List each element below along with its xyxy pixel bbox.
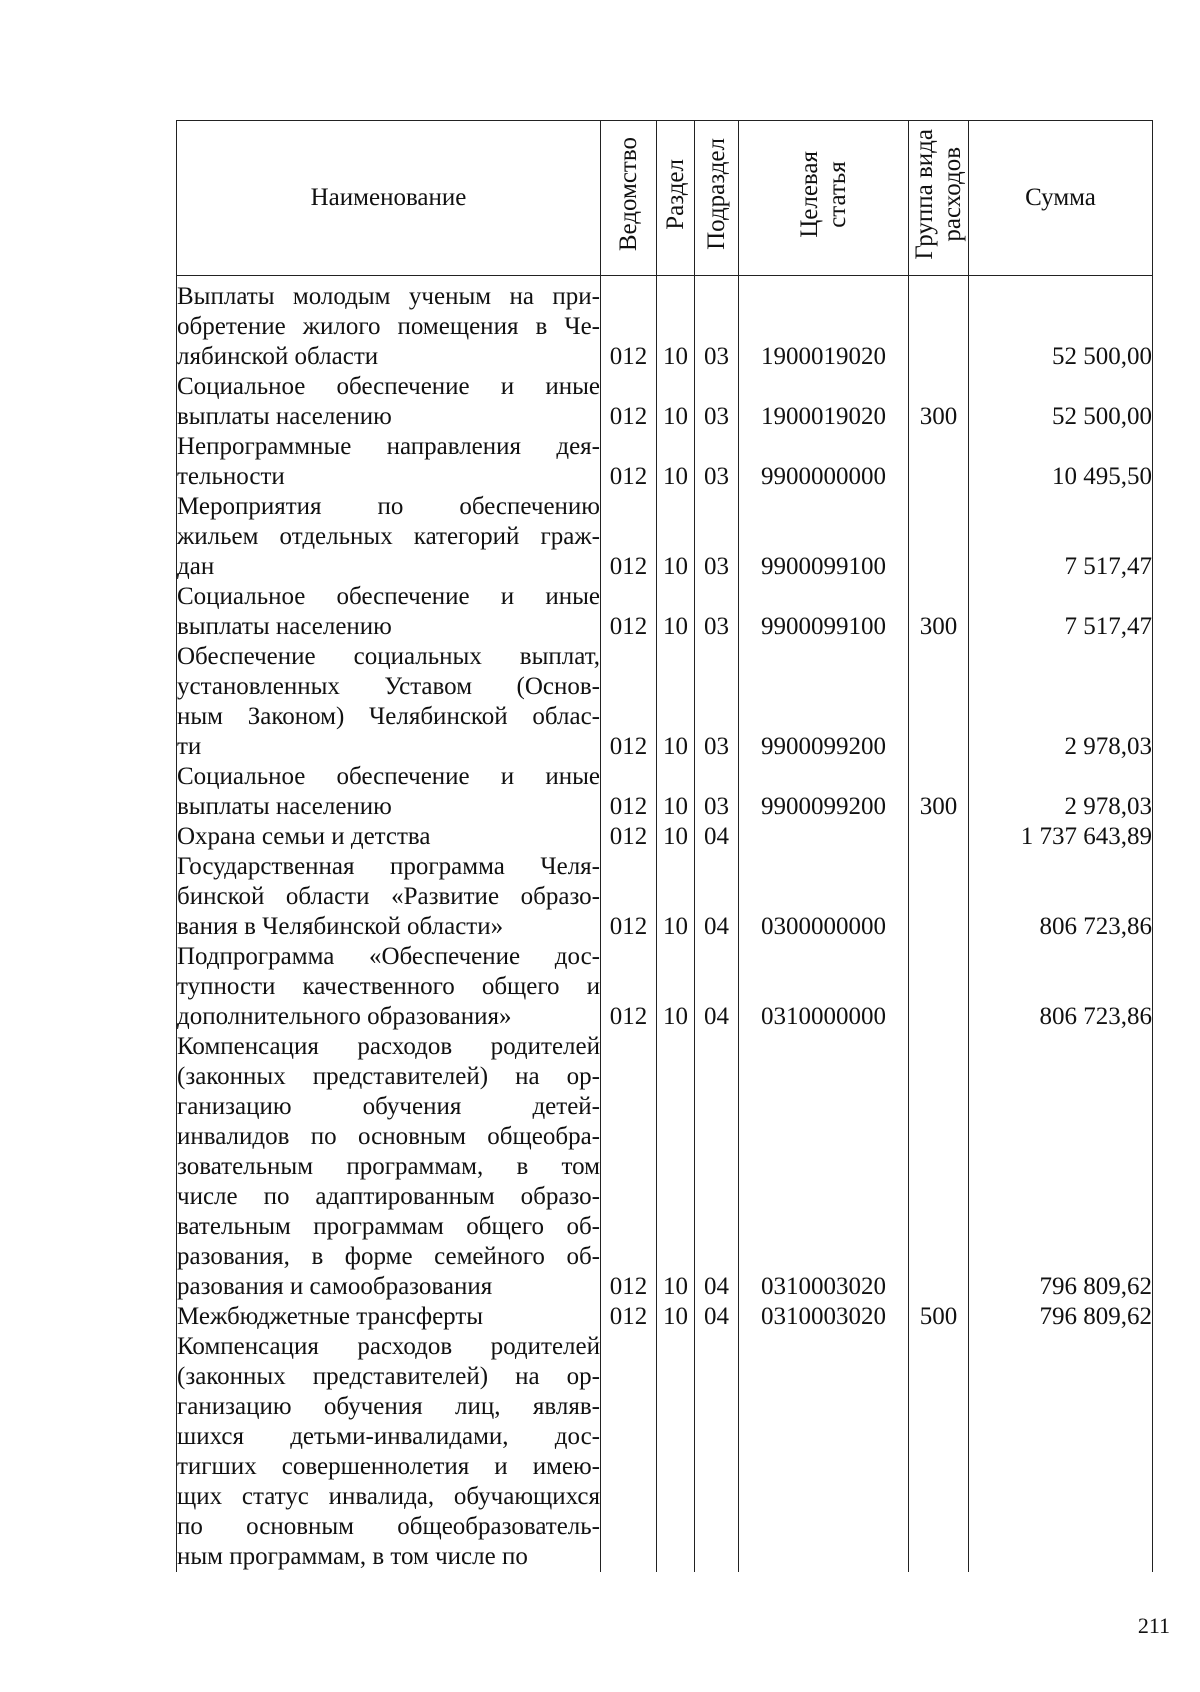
- name-line: инвалидов по основным общеобра-: [177, 1123, 600, 1150]
- name-line: тупности качественного общего и: [177, 973, 600, 1000]
- cell-target: [739, 1332, 909, 1572]
- cell-dept: 012: [601, 822, 657, 852]
- cell-subsection: 04: [695, 942, 739, 1032]
- name-line: ганизацию обучения лиц, являв-: [177, 1393, 600, 1420]
- cell-sum: 796 809,62: [969, 1302, 1153, 1332]
- table-row: [177, 276, 1153, 373]
- cell-name: [177, 276, 601, 373]
- name-line: Государственная программа Челя-: [177, 853, 600, 880]
- cell-subsection: 03: [695, 276, 739, 373]
- cell-target: 9900099200: [739, 642, 909, 762]
- name-line: Подпрограмма «Обеспечение дос-: [177, 943, 600, 970]
- cell-subsection: 03: [695, 762, 739, 822]
- name-line: Межбюджетные трансферты: [177, 1303, 484, 1330]
- cell-group: [909, 276, 969, 373]
- name-line: бинской области «Развитие образо-: [177, 883, 600, 910]
- cell-name: [177, 372, 601, 432]
- name-line: обретение жилого помещения в Че-: [177, 313, 600, 340]
- cell-dept: 012: [601, 942, 657, 1032]
- name-line: зовательным программам, в том: [177, 1153, 600, 1180]
- name-line: ным программам, в том числе по: [177, 1543, 528, 1570]
- name-line: вания в Челябинской области»: [177, 913, 504, 940]
- name-line: шихся детьми-инвалидами, дос-: [177, 1423, 600, 1450]
- cell-name: [177, 492, 601, 582]
- cell-group: [909, 942, 969, 1032]
- cell-sum: 2 978,03: [969, 642, 1153, 762]
- cell-section: [657, 1332, 695, 1572]
- cell-group: 300: [909, 372, 969, 432]
- name-line: Социальное обеспечение и иные: [177, 763, 600, 790]
- table-row: [177, 852, 1153, 942]
- name-line: тигших совершеннолетия и имею-: [177, 1453, 600, 1480]
- cell-name: [177, 822, 601, 852]
- name-line: дан: [177, 553, 215, 580]
- name-line: Социальное обеспечение и иные: [177, 583, 600, 610]
- cell-group: 500: [909, 1302, 969, 1332]
- cell-sum: 10 495,50: [969, 432, 1153, 492]
- name-line: жильем отдельных категорий граж-: [177, 523, 600, 550]
- cell-group: [909, 852, 969, 942]
- cell-sum: 7 517,47: [969, 582, 1153, 642]
- table-row: [177, 1032, 1153, 1302]
- table-row: [177, 432, 1153, 492]
- header-subsection: Подраздел: [695, 121, 739, 276]
- cell-name: [177, 432, 601, 492]
- cell-target: 0310000000: [739, 942, 909, 1032]
- cell-dept: 012: [601, 276, 657, 373]
- cell-subsection: 03: [695, 582, 739, 642]
- table-row: [177, 642, 1153, 762]
- cell-group: 300: [909, 582, 969, 642]
- cell-subsection: 03: [695, 492, 739, 582]
- table-row: [177, 1302, 1153, 1332]
- cell-target: 1900019020: [739, 372, 909, 432]
- cell-target: 9900099100: [739, 492, 909, 582]
- header-name: Наименование: [177, 121, 601, 276]
- cell-subsection: [695, 1332, 739, 1572]
- name-line: выплаты населению: [177, 403, 392, 430]
- cell-dept: 012: [601, 762, 657, 822]
- cell-subsection: 03: [695, 372, 739, 432]
- name-line: Мероприятия по обеспечению: [177, 493, 600, 520]
- cell-section: 10: [657, 492, 695, 582]
- cell-section: 10: [657, 1302, 695, 1332]
- name-line: Обеспечение социальных выплат,: [177, 643, 600, 670]
- name-line: Выплаты молодым ученым на при-: [177, 283, 600, 310]
- cell-dept: 012: [601, 432, 657, 492]
- name-line: щих статус инвалида, обучающихся: [177, 1483, 600, 1510]
- name-line: (законных представителей) на ор-: [177, 1063, 600, 1090]
- cell-section: 10: [657, 432, 695, 492]
- cell-section: 10: [657, 1032, 695, 1302]
- header-sum: Сумма: [969, 121, 1153, 276]
- cell-target: 1900019020: [739, 276, 909, 373]
- cell-section: 10: [657, 642, 695, 762]
- table-row: [177, 1332, 1153, 1572]
- page-number: 211: [1137, 1613, 1170, 1638]
- cell-name: [177, 762, 601, 822]
- cell-sum: 2 978,03: [969, 762, 1153, 822]
- cell-target: 0310003020: [739, 1032, 909, 1302]
- cell-sum: 1 737 643,89: [969, 822, 1153, 852]
- cell-section: 10: [657, 582, 695, 642]
- cell-group: 300: [909, 762, 969, 822]
- cell-section: 10: [657, 942, 695, 1032]
- cell-group: [909, 1332, 969, 1572]
- cell-name: [177, 942, 601, 1032]
- name-line: числе по адаптированным образо-: [177, 1183, 600, 1210]
- table-row: [177, 762, 1153, 822]
- cell-target: 0300000000: [739, 852, 909, 942]
- cell-dept: 012: [601, 492, 657, 582]
- name-line: Социальное обеспечение и иные: [177, 373, 600, 400]
- name-line: тельности: [177, 463, 285, 490]
- name-line: ганизацию обучения детей-: [177, 1093, 600, 1120]
- cell-subsection: 04: [695, 822, 739, 852]
- cell-section: 10: [657, 852, 695, 942]
- cell-dept: 012: [601, 372, 657, 432]
- cell-group: [909, 492, 969, 582]
- cell-sum: 52 500,00: [969, 372, 1153, 432]
- name-line: ти: [177, 733, 202, 760]
- cell-target: 9900000000: [739, 432, 909, 492]
- name-line: выплаты населению: [177, 793, 392, 820]
- name-line: вательным программам общего об-: [177, 1213, 600, 1240]
- cell-subsection: 04: [695, 852, 739, 942]
- cell-name: [177, 1032, 601, 1302]
- cell-sum: 806 723,86: [969, 942, 1153, 1032]
- cell-group: [909, 432, 969, 492]
- cell-subsection: 04: [695, 1032, 739, 1302]
- table-row: [177, 942, 1153, 1032]
- cell-sum: 7 517,47: [969, 492, 1153, 582]
- table-row: [177, 582, 1153, 642]
- budget-table: [176, 120, 1153, 1572]
- cell-section: 10: [657, 372, 695, 432]
- name-line: разования, в форме семейного об-: [177, 1243, 600, 1270]
- table-row: [177, 492, 1153, 582]
- cell-name: [177, 582, 601, 642]
- cell-group: [909, 642, 969, 762]
- name-line: (законных представителей) на ор-: [177, 1363, 600, 1390]
- name-line: разования и самообразования: [177, 1273, 493, 1300]
- cell-sum: 52 500,00: [969, 276, 1153, 373]
- cell-subsection: 04: [695, 1302, 739, 1332]
- cell-dept: 012: [601, 1032, 657, 1302]
- table-row: [177, 372, 1153, 432]
- cell-target: 9900099200: [739, 762, 909, 822]
- table-row: [177, 822, 1153, 852]
- cell-group: [909, 822, 969, 852]
- cell-target: 9900099100: [739, 582, 909, 642]
- cell-target: 0310003020: [739, 1302, 909, 1332]
- name-line: установленных Уставом (Основ-: [177, 673, 600, 700]
- cell-section: 10: [657, 762, 695, 822]
- cell-sum: 806 723,86: [969, 852, 1153, 942]
- header-row: [177, 121, 1153, 276]
- header-group: Группа вида расходов: [909, 121, 969, 276]
- cell-section: 10: [657, 276, 695, 373]
- table-body: [177, 276, 1153, 1573]
- cell-dept: 012: [601, 1302, 657, 1332]
- name-line: Компенсация расходов родителей: [177, 1033, 600, 1060]
- name-line: Охрана семьи и детства: [177, 823, 431, 850]
- header-dept: Ведомство: [601, 121, 657, 276]
- cell-subsection: 03: [695, 642, 739, 762]
- name-line: ным Законом) Челябинской облас-: [177, 703, 600, 730]
- cell-group: [909, 1032, 969, 1302]
- cell-dept: 012: [601, 582, 657, 642]
- name-line: Непрограммные направления дея-: [177, 433, 600, 460]
- cell-sum: 796 809,62: [969, 1032, 1153, 1302]
- cell-dept: [601, 1332, 657, 1572]
- header-section: Раздел: [657, 121, 695, 276]
- cell-name: [177, 1302, 601, 1332]
- cell-dept: 012: [601, 642, 657, 762]
- cell-name: [177, 1332, 601, 1572]
- name-line: Компенсация расходов родителей: [177, 1333, 600, 1360]
- cell-section: 10: [657, 822, 695, 852]
- cell-target: [739, 822, 909, 852]
- cell-sum: [969, 1332, 1153, 1572]
- cell-name: [177, 642, 601, 762]
- cell-name: [177, 852, 601, 942]
- name-line: дополнительного образования»: [177, 1003, 512, 1030]
- name-line: по основным общеобразователь-: [177, 1513, 600, 1540]
- name-line: лябинской области: [177, 343, 379, 370]
- cell-subsection: 03: [695, 432, 739, 492]
- cell-dept: 012: [601, 852, 657, 942]
- header-target: Целевая статья: [739, 121, 909, 276]
- name-line: выплаты населению: [177, 613, 392, 640]
